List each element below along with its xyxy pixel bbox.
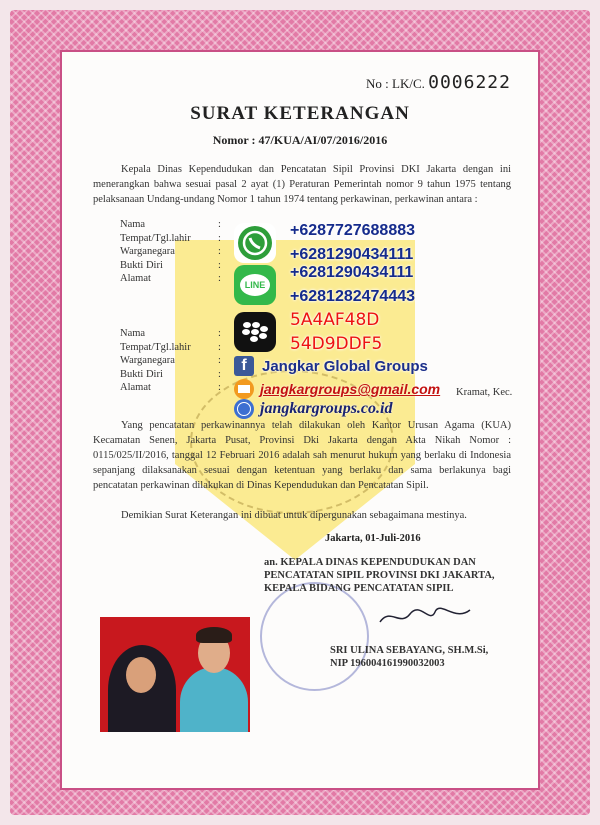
closing-paragraph: Demikian Surat Keterangan ini dibuat untuk dipergunakan sebagaimana mestinya. [121,510,467,521]
phone-number: +6281290434111 [290,246,414,263]
official-stamp [260,582,369,691]
registration-paragraph: Yang pencatatan perkawinannya telah dilakukan oleh Kantor Urusan Agama (KUA) Kecamatan Senen, Jakarta Pusat, Provinsi Dki Jakarta dengan Akta Nikah Nomor : 0115/025/II/2016, tanggal 12 Februari 2016 adalah sah menurut hukum yang berlaku di Indonesia sepanjang dilaksanakan sesuai dengan ketentuan yang berlaku dan sama berlakunya bagi pencatatan perkawinan dilakukan di Dinas Kependudukan dan Pencatatan Sipil. [93,420,511,491]
field-label: Warganegara [120,246,175,257]
field-label: Tempat/Tgl.lahir [120,232,191,244]
website-row [234,399,392,419]
globe-icon [234,399,254,419]
signatory-line: an. KEPALA DINAS KEPENDUDUKAN DAN [264,557,476,568]
facebook-row [234,356,428,376]
person-left-face [126,657,156,693]
bbm-pin: 54D9DDF5 [290,334,383,354]
party1-colons: : : : : : [218,219,221,284]
bbm-pin: 5A4AF48D [290,310,380,330]
line-label: LINE [240,274,270,296]
signatory-name: SRI ULINA SEBAYANG, SH.M.Si, [330,645,489,656]
person-right [180,667,248,732]
document-nomor: Nomor : 47/KUA/AI/07/2016/2016 [212,133,388,147]
bbm-row [234,310,382,354]
signatory-nip: NIP 196004161990032003 [330,658,445,669]
field-label: Warganegara [120,355,175,366]
handwritten-signature [375,602,475,632]
field-label: Tempat/Tgl.lahir [120,341,191,353]
facebook-name: Jangkar Global Groups [262,357,428,375]
phone-number: +6287727688883 [290,222,416,239]
intro-paragraph: Kepala Dinas Kependudukan dan Pencatatan Sipil Provinsi DKI Jakarta dengan ini menerangkan bahwa sesuai pasal 2 ayat (1) Peraturan Pemerintah nomor 9 tahun 1975 tentang pelaksanaan Undang-undang Nomor 1 tahun 1974 tentang perkawinan, perkawinan antara : [93,164,511,205]
email-icon [234,379,254,399]
field-label: Bukti Diri [120,368,163,380]
line-icon [234,265,276,305]
party1-fields [120,218,191,286]
signatory-line: PENCATATAN SIPIL PROVINSI DKI JAKARTA, [264,570,495,581]
number-value: 0006222 [428,72,511,93]
website-address: jangkargroups.co.id [260,400,393,417]
number-label: No : LK/C. [366,76,425,91]
signatory-line: KEPALA BIDANG PENCATATAN SIPIL [264,583,454,594]
issue-date: Jakarta, 01-Juli-2016 [325,533,421,544]
signatory-identity [330,644,488,670]
blackberry-icon [234,312,276,352]
party2-colons: : : : : : [218,328,221,393]
whatsapp-row [234,222,415,264]
signatory-title [264,556,524,595]
party2-fields [120,327,191,395]
line-row [234,264,415,306]
facebook-icon: f [234,356,254,376]
field-label: Nama [120,328,146,339]
field-label: Nama [120,219,146,230]
field-label: Alamat [120,273,151,284]
address-fragment: Kramat, Kec. [456,387,513,398]
couple-photo [100,617,250,732]
email-row [234,379,440,399]
field-label: Alamat [120,382,151,393]
person-right-hair [196,627,232,643]
document-title: SURAT KETERANGAN [190,103,410,124]
phone-number: +6281290434111 [290,264,414,281]
whatsapp-icon [234,223,276,263]
field-label: Bukti Diri [120,259,163,271]
phone-number: +6281282474443 [290,288,416,305]
certificate-number [366,72,511,93]
email-address: jangkargroups@gmail.com [260,381,441,397]
